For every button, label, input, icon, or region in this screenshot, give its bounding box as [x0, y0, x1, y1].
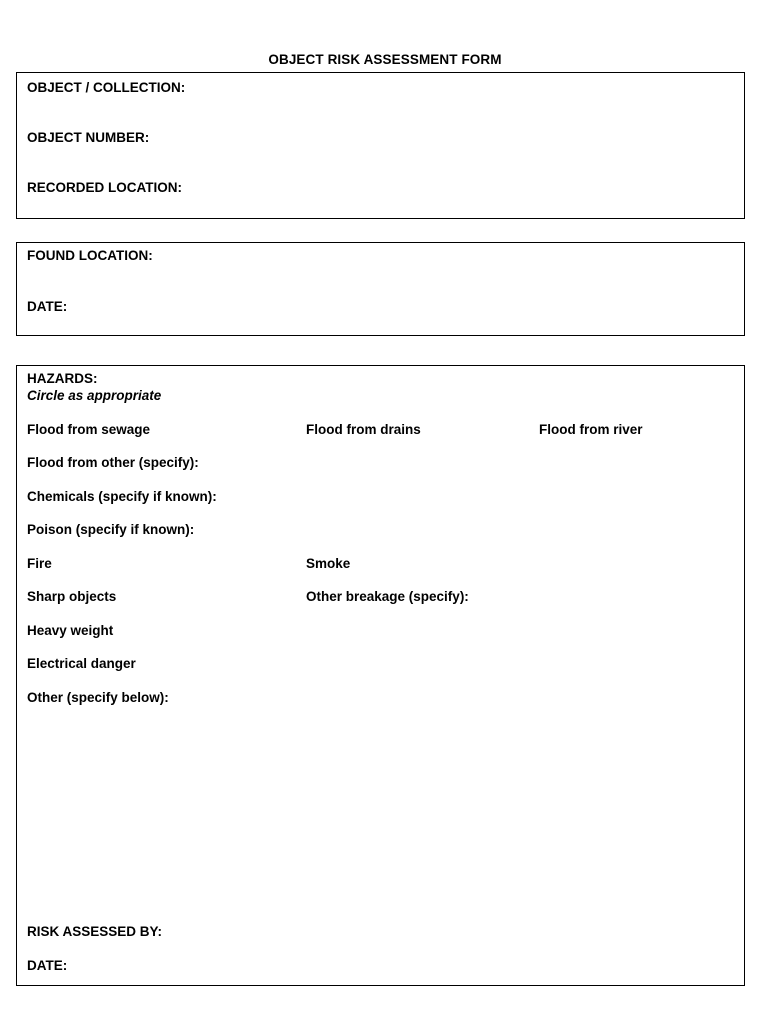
hazard-chemicals: Chemicals (specify if known):	[27, 489, 217, 504]
hazards-instruction: Circle as appropriate	[27, 388, 162, 403]
hazard-other: Other (specify below):	[27, 690, 169, 705]
found-details-box	[16, 242, 745, 336]
hazard-other-breakage: Other breakage (specify):	[306, 589, 469, 604]
hazard-flood-river: Flood from river	[539, 422, 643, 437]
hazard-flood-sewage: Flood from sewage	[27, 422, 151, 437]
found-location-label: FOUND LOCATION:	[27, 248, 153, 263]
hazards-heading: HAZARDS:	[27, 371, 98, 386]
hazards-box	[16, 365, 745, 986]
hazard-flood-drains: Flood from drains	[306, 422, 421, 437]
found-date-label: DATE:	[27, 299, 68, 314]
object-number-label: OBJECT NUMBER:	[27, 130, 150, 145]
hazard-smoke: Smoke	[306, 556, 351, 571]
recorded-location-label: RECORDED LOCATION:	[27, 180, 182, 195]
assessment-date-label: DATE:	[27, 958, 68, 973]
hazard-electrical-danger: Electrical danger	[27, 656, 136, 671]
object-details-box	[16, 72, 745, 219]
hazard-heavy-weight: Heavy weight	[27, 623, 114, 638]
hazard-sharp-objects: Sharp objects	[27, 589, 117, 604]
object-collection-label: OBJECT / COLLECTION:	[27, 80, 186, 95]
hazard-flood-other: Flood from other (specify):	[27, 455, 199, 470]
hazard-poison: Poison (specify if known):	[27, 522, 195, 537]
risk-assessed-by-label: RISK ASSESSED BY:	[27, 924, 163, 939]
hazard-fire: Fire	[27, 556, 52, 571]
form-title: OBJECT RISK ASSESSMENT FORM	[268, 52, 502, 67]
